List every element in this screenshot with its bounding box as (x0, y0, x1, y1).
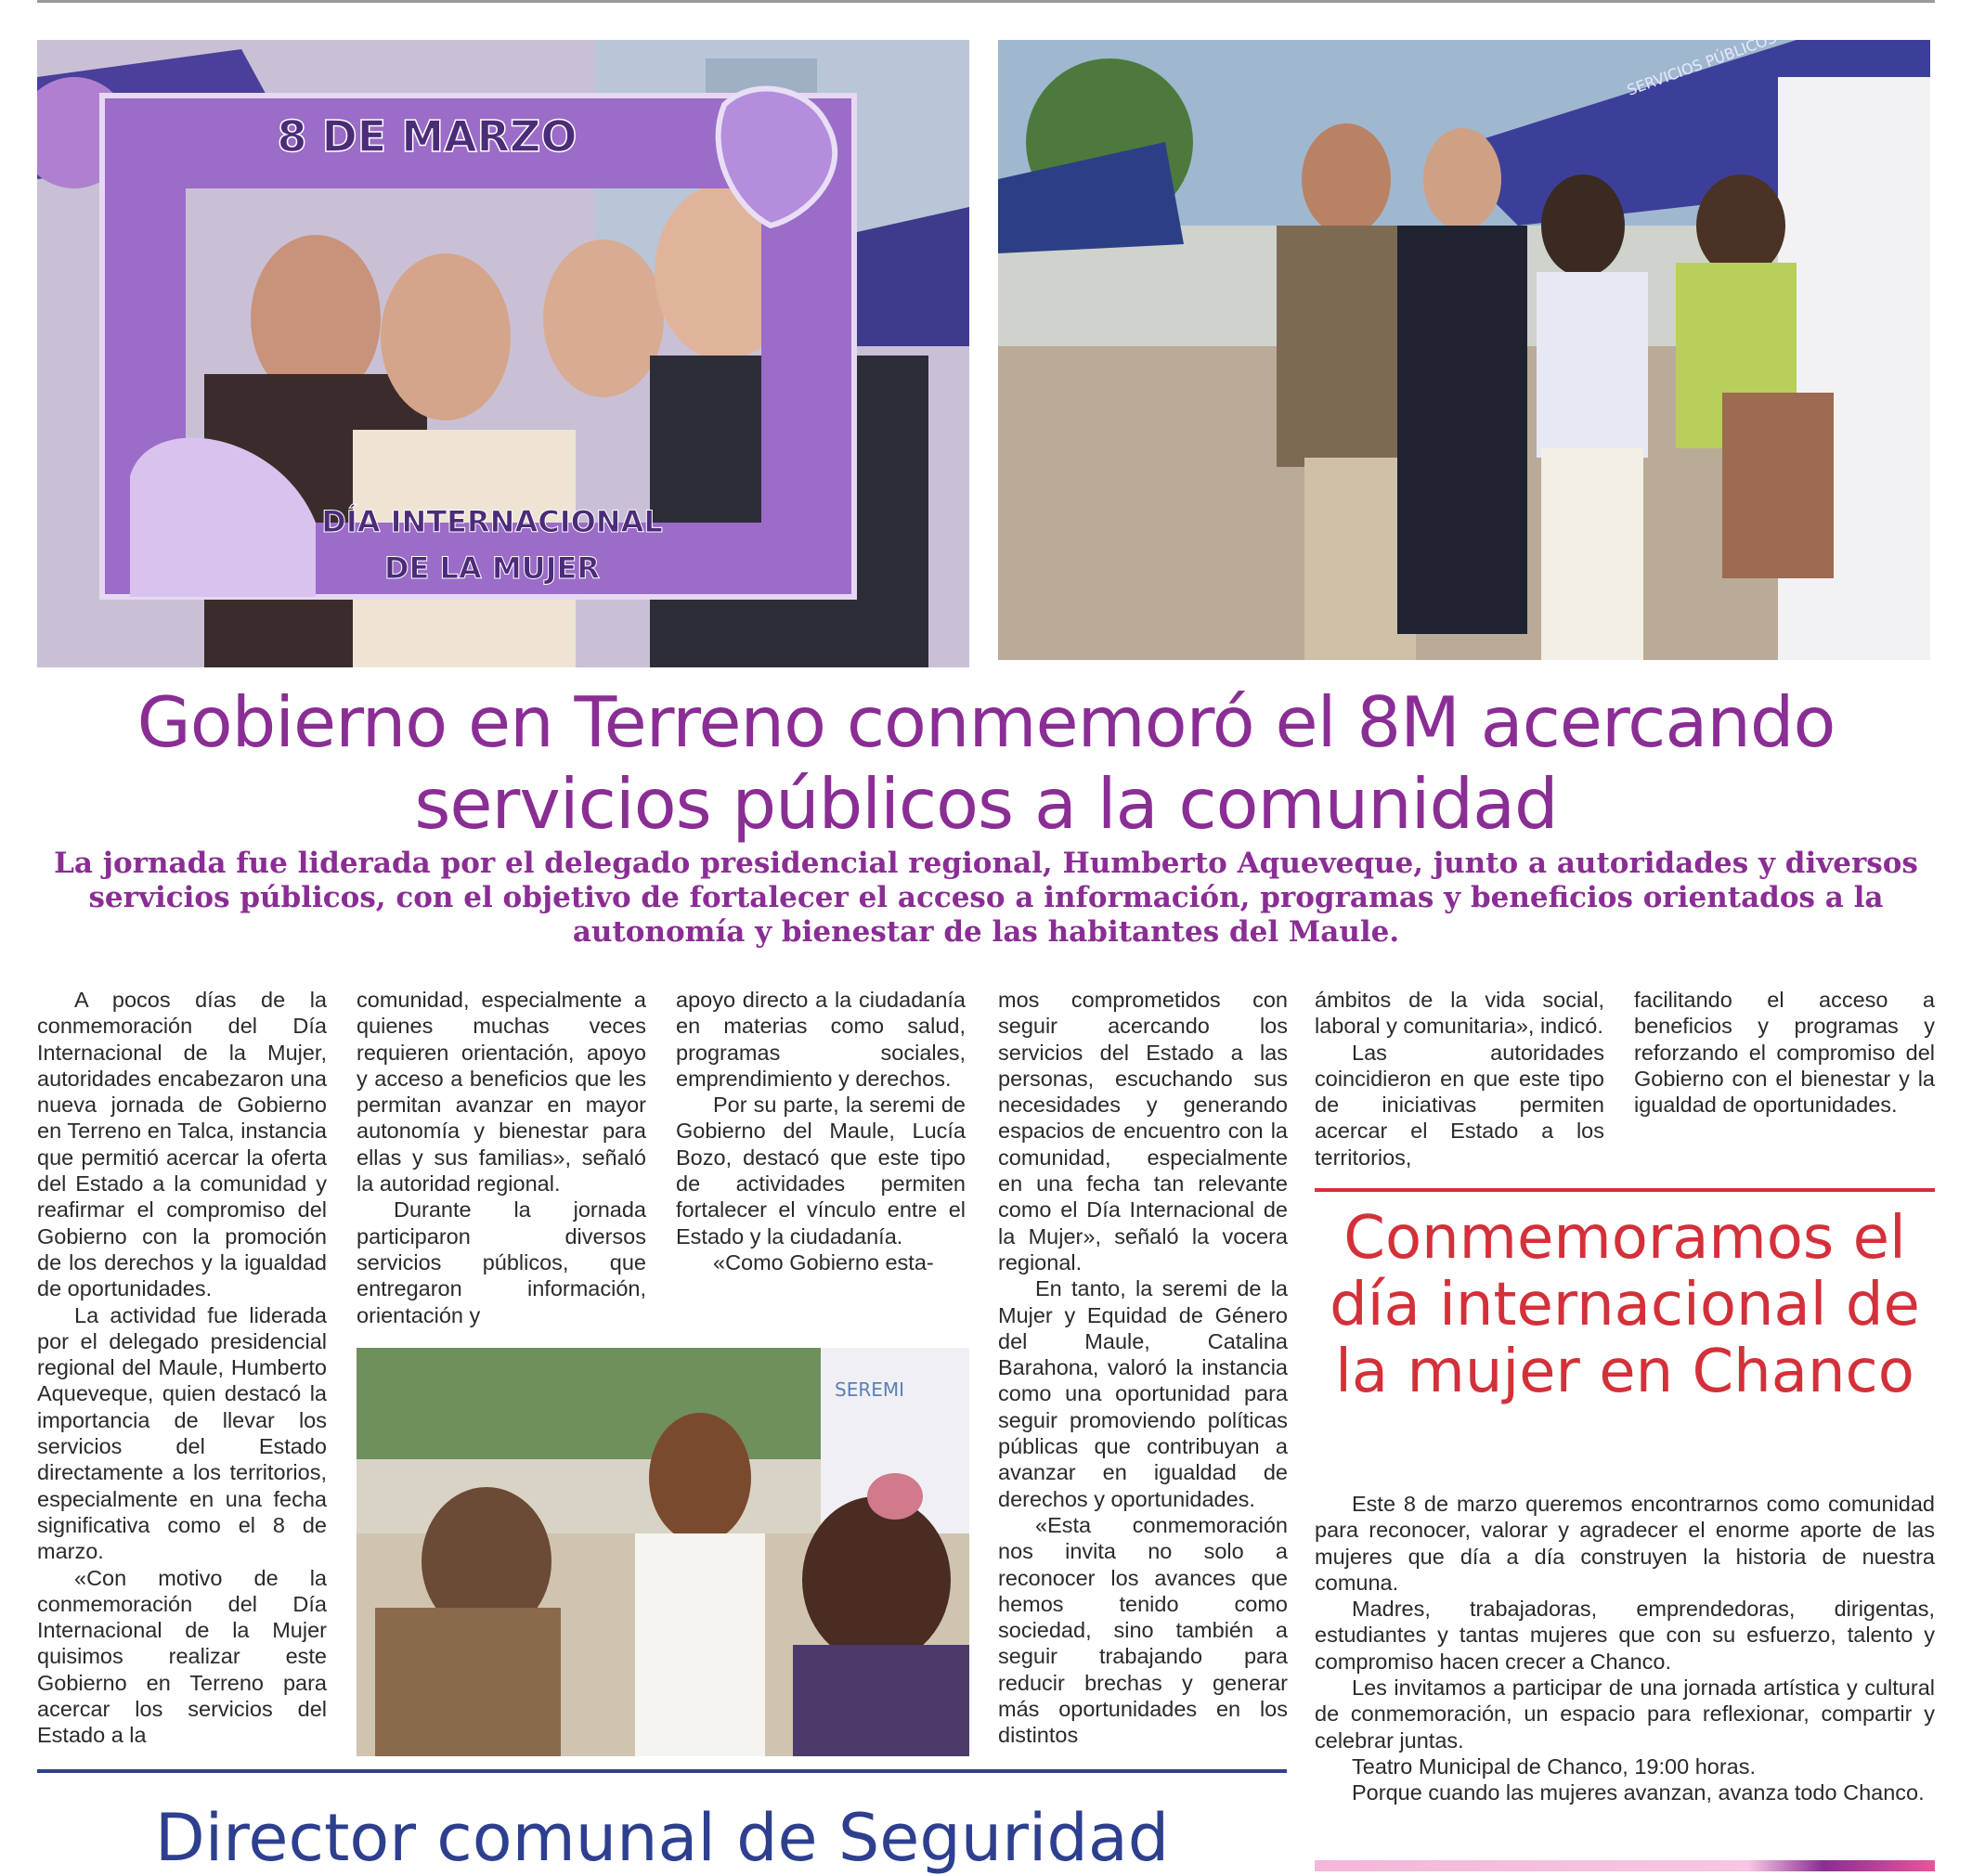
paragraph: comunidad, especialmente a quienes muchas veces requieren orientación, apoyo y acceso a beneficios que les permitan avanzar en mayor autonomía y bienestar para ellas y sus familias», señaló la autoridad regional. (357, 988, 646, 1197)
article-column-2 (357, 987, 646, 1328)
paragraph: «Esta conmemoración nos invita no solo a reconocer los avances que hemos tenido como sociedad, sino también a seguir trabajando para reducir brechas y generar más oportunidades en los distintos (998, 1512, 1288, 1748)
chanco-title: Conmemoramos el día internacional de la mujer en Chanco (1330, 1204, 1920, 1406)
article-column-6 (1634, 987, 1935, 1118)
paragraph: mos comprometidos con seguir acercando los servicios del Estado a las personas, escuchando sus necesidades y generando espacios de encuentro con la comunidad, especialmente en una fecha tan relevante como el Día Internacional de la Mujer», señaló la vocera regional. (998, 988, 1288, 1274)
frame-bottom-line2: DE LA MUJER (383, 550, 601, 586)
paragraph: «Con motivo de la conmemoración del Día Internacional de la Mujer quisimos realizar este Gobierno en Terreno para acercar los servicios del Estado a la (37, 1565, 327, 1748)
paragraph: En tanto, la seremi de la Mujer y Equidad de Género del Maule, Catalina Barahona, valoró la instancia como una oportunidad para seguir promoviendo políticas públicas que contribuyan a avanzar en igualdad de derechos y oportunidades. (998, 1276, 1288, 1511)
headline (37, 681, 1935, 845)
article-column-3 (676, 987, 966, 1275)
seremi-sign-text: SEREMI (835, 1378, 905, 1401)
paragraph: Les invitamos a participar de una jornada artística y cultural de conmemoración, un espacio para reflexionar, compartir y celebrar juntas. (1315, 1675, 1935, 1753)
article-column-4 (998, 987, 1288, 1749)
paragraph: Teatro Municipal de Chanco, 19:00 horas. (1352, 1753, 1757, 1779)
paragraph: Madres, trabajadoras, emprendedoras, dirigentas, estudiantes y tantas mujeres que con su esfuerzo, talento y compromiso hacen crecer a Chanco. (1315, 1597, 1935, 1674)
paragraph: Durante la jornada participaron diversos servicios públicos, que entregaron información, orientación y (357, 1197, 646, 1327)
paragraph: Por su parte, la seremi de Gobierno del Maule, Lucía Bozo, destacó que este tipo de actividades permiten fortalecer el vínculo entre el Estado y la ciudadanía. (676, 1093, 966, 1249)
article-column-5 (1315, 987, 1604, 1171)
paragraph: Las autoridades coincidieron en que este tipo de iniciativas permiten acercar el Estado a los territorios, (1315, 1040, 1604, 1170)
director-headline: Director comunal de Seguridad (154, 1800, 1170, 1876)
subhead: La jornada fue liderada por el delegado presidencial regional, Humberto Aqueveque, junto a autoridades y diversos servicios públicos, con el objetivo de fortalecer el acceso a información, programas y beneficios orientados a la autonomía y bienestar de las habitantes del Maule. (54, 847, 1918, 949)
paragraph: «Como Gobierno esta- (713, 1249, 934, 1274)
frame-top-text: 8 DE MARZO (277, 111, 577, 162)
article-column-1 (37, 987, 327, 1749)
headline-line-1: Gobierno en Terreno conmemoró el 8M acercando (136, 681, 1836, 763)
chanco-body (1315, 1491, 1935, 1806)
headline-line-2: servicios públicos a la comunidad (414, 763, 1558, 845)
paragraph: Porque cuando las mujeres avanzan, avanza todo Chanco. (1352, 1780, 1925, 1805)
paragraph: A pocos días de la conmemoración del Día Internacional de la Mujer, autoridades encabezaron una nueva jornada de Gobierno en Terreno en Talca, instancia que permitió acercar la oferta del Estado a la comunidad y reafirmar el compromiso del Gobierno con la promoción de los derechos y la igualdad de oportunidades. (37, 988, 327, 1301)
photo-seremi-booth (357, 1348, 969, 1756)
paragraph: La actividad fue liderada por el delegado presidencial regional del Maule, Humberto Aqueveque, quien destacó la importancia de llevar los servicios del Estado directamente a los territorios, especialmente en una fecha significativa como el 8 de marzo. (37, 1302, 327, 1564)
paragraph: Este 8 de marzo queremos encontrarnos como comunidad para reconocer, valorar y agradecer el enorme aporte de las mujeres que día a día construyen la historia de nuestra comuna. (1315, 1492, 1935, 1595)
paragraph: apoyo directo a la ciudadanía en materias como salud, programas sociales, emprendimiento y derechos. (676, 988, 966, 1091)
photo-8m-frame (37, 40, 969, 667)
director-rule (37, 1769, 1287, 1773)
frame-bottom-line1: DÍA INTERNACIONAL (321, 504, 663, 539)
paragraph: ámbitos de la vida social, laboral y comunitaria», indicó. (1315, 988, 1604, 1039)
paragraph: facilitando el acceso a beneficios y programas y reforzando el compromiso del Gobierno con el bienestar y la igualdad de oportunidades. (1634, 988, 1935, 1118)
poster-strip (1315, 1860, 1935, 1871)
top-rule (37, 0, 1935, 3)
chanco-rule (1315, 1188, 1935, 1192)
photo-booth-visit (998, 40, 1930, 660)
